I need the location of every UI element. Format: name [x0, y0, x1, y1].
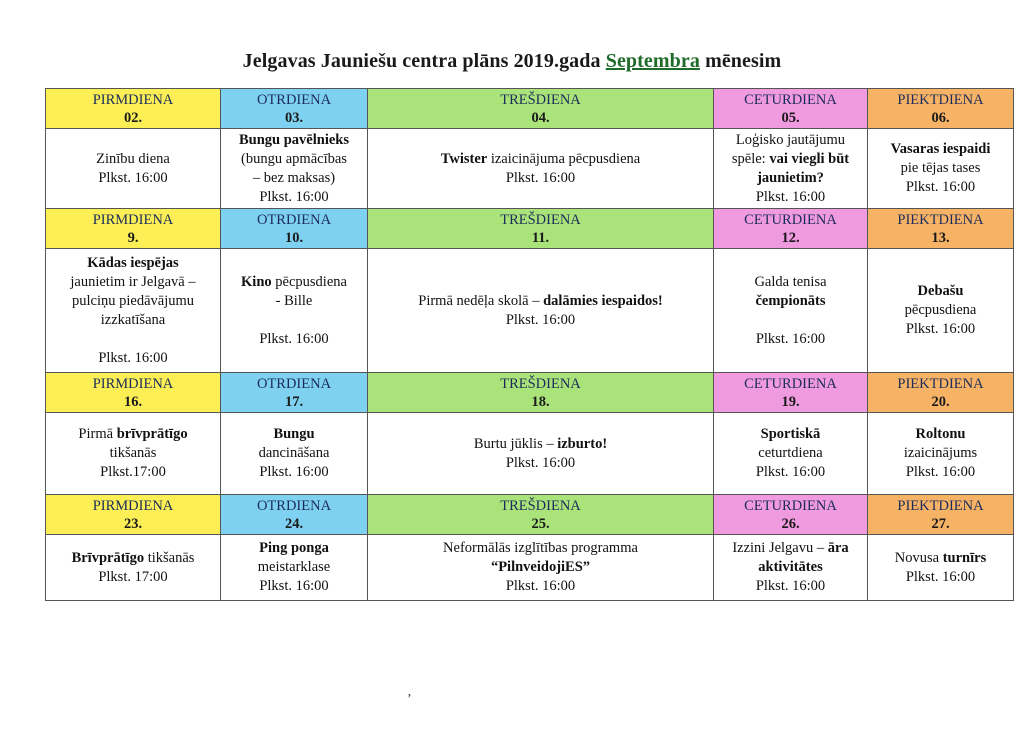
- day-name: TREŠDIENA: [500, 497, 581, 514]
- event-line: Ping ponga: [259, 540, 329, 556]
- day-date: 16.: [123, 393, 143, 410]
- event-line: jaunietim?: [757, 169, 824, 186]
- event-line: jaunietim ir Jelgavā –: [70, 273, 196, 290]
- event-line: (bungu apmācības: [241, 150, 347, 167]
- day-header-friday: [868, 209, 1014, 249]
- day-header-wednesday: [368, 495, 714, 535]
- day-name: PIEKTDIENA: [897, 211, 984, 228]
- event-line: Bungu: [273, 426, 315, 442]
- event-line: Plkst.17:00: [100, 464, 166, 480]
- day-header-wednesday: [368, 209, 714, 249]
- day-name: PIEKTDIENA: [897, 91, 984, 108]
- event-line: Plkst. 16:00: [98, 169, 168, 186]
- event-line: Kādas iespējas: [87, 254, 179, 271]
- day-header-thursday: [714, 209, 868, 249]
- event-cell-thursday: [714, 249, 868, 373]
- event-line: Plkst. 16:00: [755, 188, 826, 205]
- event-line: Vasaras iespaidi: [890, 141, 991, 157]
- event-line: Plkst. 17:00: [98, 568, 168, 585]
- event-line: Bungu pavēlnieks: [238, 131, 349, 148]
- week-events-row: [46, 535, 1014, 601]
- day-name: PIRMDIENA: [92, 497, 174, 514]
- day-date: 19.: [781, 393, 800, 410]
- event-line: Twister izaicinājuma pēcpusdiena: [440, 150, 641, 167]
- day-date: 11.: [531, 229, 550, 246]
- day-name: OTRDIENA: [256, 91, 332, 108]
- day-name: CETURDIENA: [744, 497, 837, 514]
- day-header-thursday: [714, 89, 868, 129]
- event-line: Plkst. 16:00: [259, 188, 329, 205]
- event-cell-wednesday: [368, 413, 714, 495]
- event-cell-wednesday: [368, 535, 714, 601]
- page-title: [0, 50, 1024, 73]
- event-line: dancināšana: [258, 445, 330, 461]
- event-line: izaicinājums: [903, 445, 978, 461]
- event-line: Burtu jūklis – izburto!: [473, 435, 608, 452]
- event-line: Plkst. 16:00: [259, 464, 329, 480]
- day-date: 10.: [284, 229, 304, 246]
- event-line: Plkst. 16:00: [505, 578, 576, 594]
- event-line: pēcpusdiena: [904, 302, 977, 318]
- event-line: Plkst. 16:00: [259, 578, 329, 594]
- event-cell-wednesday: [368, 129, 714, 209]
- event-cell-friday: [868, 535, 1014, 601]
- day-header-monday: [46, 209, 221, 249]
- event-line: Loģisko jautājumu: [735, 131, 846, 148]
- schedule-table: [45, 88, 1014, 601]
- event-cell-thursday: [714, 129, 868, 209]
- event-cell-monday: [46, 129, 221, 209]
- day-name: PIEKTDIENA: [897, 497, 984, 514]
- event-line: Roltonu: [915, 426, 966, 442]
- day-header-wednesday: [368, 373, 714, 413]
- event-line: Plkst. 16:00: [905, 568, 976, 585]
- title-prefix: Jelgavas Jauniešu centra plāns 2019.gada: [242, 50, 601, 72]
- day-name: OTRDIENA: [256, 211, 332, 228]
- day-date: 12.: [781, 229, 800, 246]
- week-header-row: [46, 495, 1014, 535]
- day-name: OTRDIENA: [256, 375, 332, 392]
- event-cell-friday: [868, 413, 1014, 495]
- week-events-row: [46, 129, 1014, 209]
- event-line: meistarklase: [257, 559, 331, 575]
- event-line: ceturtdiena: [758, 445, 823, 461]
- day-name: OTRDIENA: [256, 497, 332, 514]
- week-header-row: [46, 209, 1014, 249]
- event-line: Brīvprātīgo tikšanās: [71, 549, 195, 566]
- day-date: 20.: [931, 393, 950, 410]
- event-cell-tuesday: [221, 535, 368, 601]
- day-date: 24.: [284, 515, 304, 532]
- week-header-row: [46, 89, 1014, 129]
- day-date: 9.: [127, 229, 139, 246]
- event-line: Plkst. 16:00: [505, 311, 576, 328]
- event-line: Plkst. 16:00: [905, 464, 976, 480]
- event-line: Plkst. 16:00: [98, 349, 168, 366]
- event-line: Plkst. 16:00: [755, 578, 826, 594]
- day-date: 23.: [123, 515, 143, 532]
- event-line: izzkatīšana: [100, 311, 166, 328]
- day-header-friday: [868, 373, 1014, 413]
- event-line: Plkst. 16:00: [259, 330, 329, 347]
- event-line: čempionāts: [755, 292, 826, 309]
- day-header-tuesday: [221, 89, 368, 129]
- day-name: PIEKTDIENA: [897, 375, 984, 392]
- day-name: PIRMDIENA: [92, 211, 174, 228]
- event-cell-tuesday: [221, 129, 368, 209]
- title-month: Septembra: [605, 50, 700, 72]
- event-line: Debašu: [917, 283, 964, 299]
- event-cell-wednesday: [368, 249, 714, 373]
- event-line: [50, 330, 216, 349]
- day-date: 18.: [531, 393, 550, 410]
- event-line: Plkst. 16:00: [505, 454, 576, 471]
- event-line: Galda tenisa: [754, 273, 827, 290]
- day-name: TREŠDIENA: [500, 91, 581, 108]
- event-line: Plkst. 16:00: [905, 321, 976, 337]
- event-line: pie tējas tases: [900, 160, 981, 176]
- event-line: Pirmā brīvprātīgo: [78, 426, 188, 442]
- event-line: pulciņu piedāvājumu: [71, 292, 194, 309]
- event-line: - Bille: [275, 292, 313, 309]
- event-line: [225, 311, 363, 330]
- event-cell-tuesday: [221, 249, 368, 373]
- day-date: 03.: [284, 109, 304, 126]
- event-line: “PilnveidojiES”: [490, 559, 591, 575]
- event-cell-thursday: [714, 535, 868, 601]
- day-date: 04.: [531, 109, 550, 126]
- event-line: tikšanās: [109, 445, 157, 461]
- event-line: [718, 311, 863, 330]
- day-date: 27.: [931, 515, 950, 532]
- day-name: CETURDIENA: [744, 211, 837, 228]
- day-header-monday: [46, 89, 221, 129]
- week-events-row: [46, 413, 1014, 495]
- day-date: 17.: [284, 393, 304, 410]
- event-line: Sportiskā: [760, 426, 821, 442]
- event-cell-friday: [868, 249, 1014, 373]
- event-line: Kino pēcpusdiena: [241, 273, 347, 290]
- day-name: CETURDIENA: [744, 375, 837, 392]
- day-name: PIRMDIENA: [92, 375, 174, 392]
- day-header-friday: [868, 89, 1014, 129]
- event-line: aktivitātes: [758, 559, 823, 575]
- day-name: CETURDIENA: [744, 91, 837, 108]
- day-date: 06.: [931, 109, 950, 126]
- event-cell-thursday: [714, 413, 868, 495]
- day-header-tuesday: [221, 495, 368, 535]
- day-header-friday: [868, 495, 1014, 535]
- day-date: 05.: [781, 109, 800, 126]
- day-date: 02.: [123, 109, 143, 126]
- title-suffix: mēnesim: [705, 50, 782, 72]
- event-cell-tuesday: [221, 413, 368, 495]
- day-date: 25.: [531, 515, 550, 532]
- event-line: Zinību diena: [96, 150, 170, 167]
- event-line: – bez maksas): [252, 169, 336, 186]
- day-name: TREŠDIENA: [500, 375, 581, 392]
- day-header-thursday: [714, 495, 868, 535]
- week-events-row: [46, 249, 1014, 373]
- event-line: Plkst. 16:00: [755, 330, 826, 347]
- event-line: Plkst. 16:00: [905, 179, 976, 195]
- event-line: Neformālās izglītības programma: [443, 540, 638, 556]
- event-cell-friday: [868, 129, 1014, 209]
- day-name: TREŠDIENA: [500, 211, 581, 228]
- event-cell-monday: [46, 413, 221, 495]
- event-cell-monday: [46, 535, 221, 601]
- day-header-thursday: [714, 373, 868, 413]
- day-header-monday: [46, 373, 221, 413]
- event-line: Plkst. 16:00: [505, 169, 576, 186]
- day-header-tuesday: [221, 209, 368, 249]
- event-line: Izzini Jelgavu – āra: [732, 540, 849, 556]
- day-header-wednesday: [368, 89, 714, 129]
- event-line: Plkst. 16:00: [755, 464, 826, 480]
- day-date: 13.: [931, 229, 950, 246]
- day-header-tuesday: [221, 373, 368, 413]
- event-cell-monday: [46, 249, 221, 373]
- day-date: 26.: [781, 515, 800, 532]
- event-line: spēle: vai viegli būt: [731, 150, 850, 167]
- event-line: Novusa turnīrs: [894, 549, 987, 566]
- stray-mark: ’: [407, 692, 412, 707]
- day-name: PIRMDIENA: [92, 91, 174, 108]
- day-header-monday: [46, 495, 221, 535]
- event-line: Pirmā nedēļa skolā – dalāmies iespaidos!: [418, 292, 663, 309]
- week-header-row: [46, 373, 1014, 413]
